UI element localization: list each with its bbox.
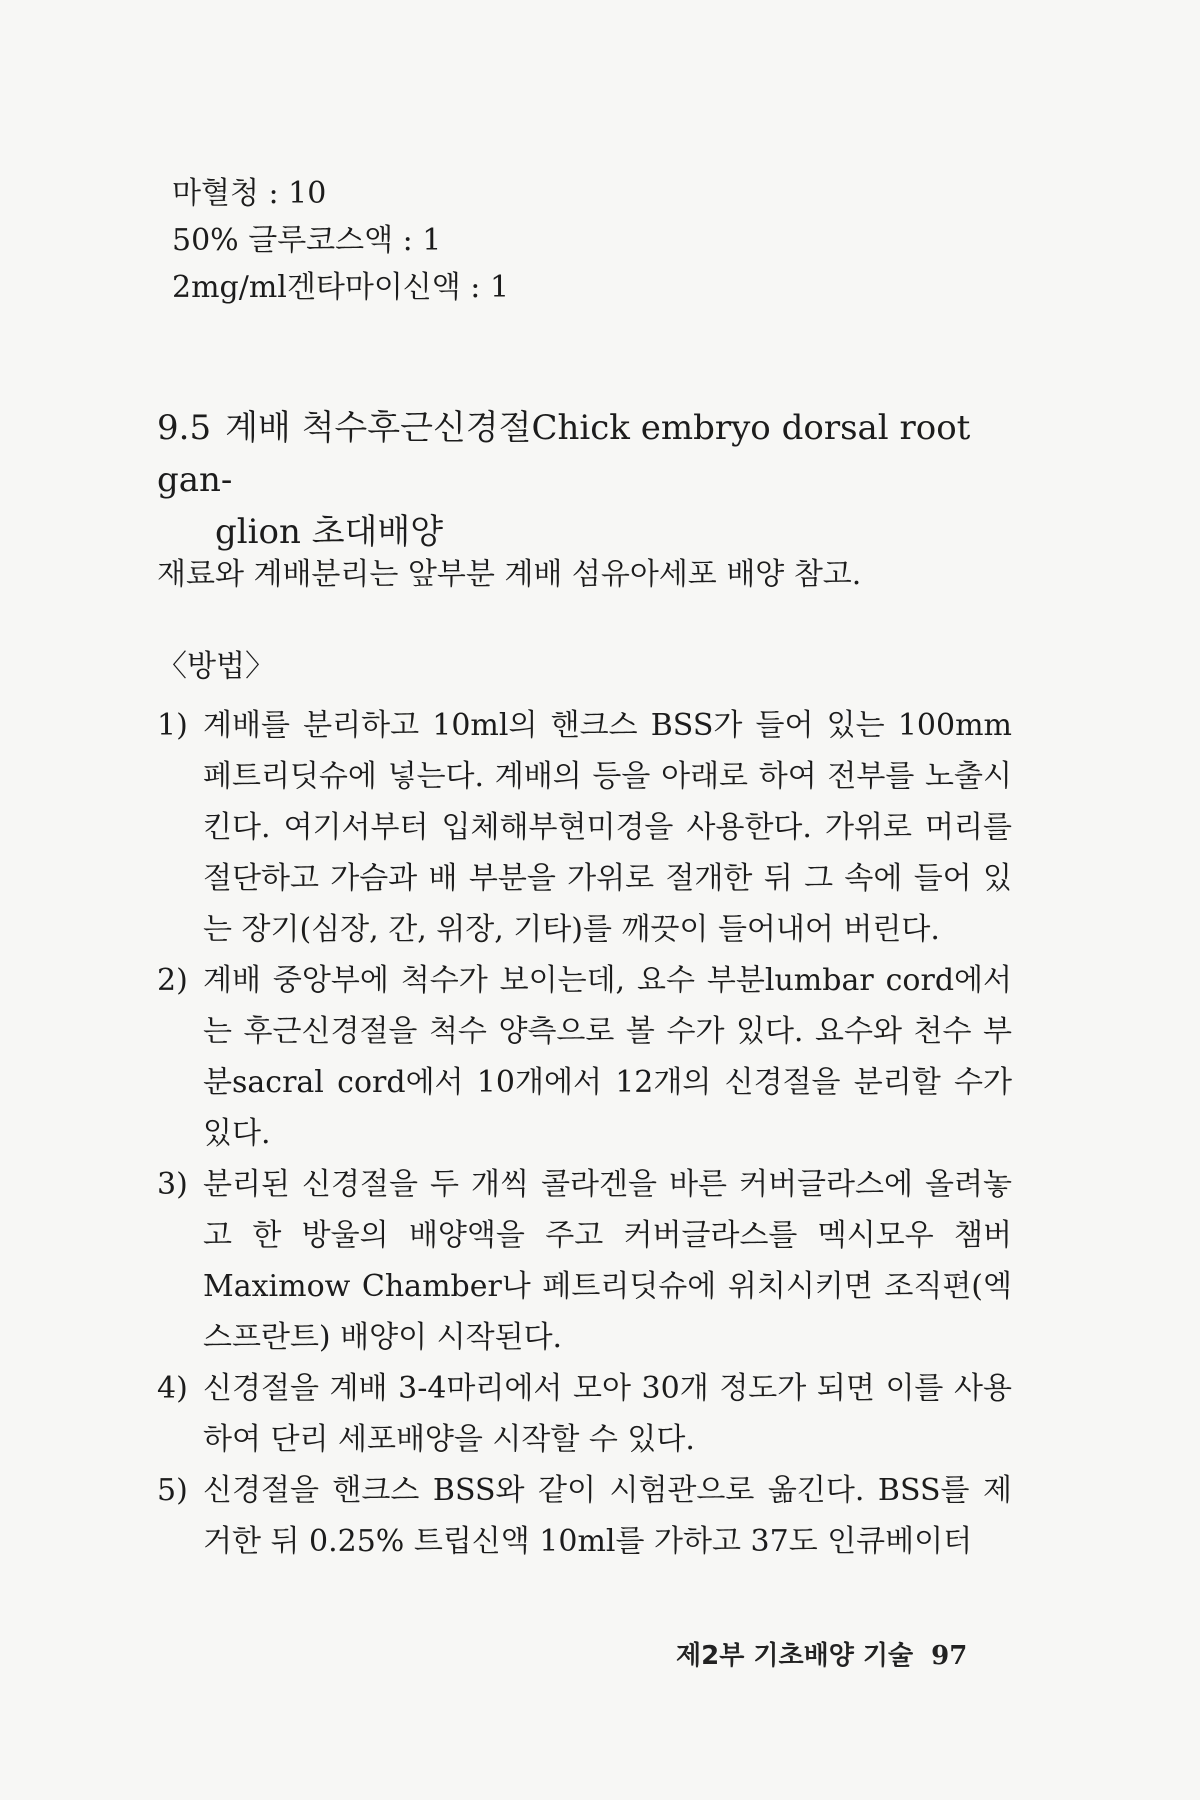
running-footer-label: 제2부 기초배양 기술 bbox=[676, 1641, 914, 1671]
step-item bbox=[157, 1159, 1012, 1363]
page-footer bbox=[676, 1638, 967, 1674]
formula-line: 마혈청 : 10 bbox=[172, 176, 327, 211]
section-number: 9.5 bbox=[157, 408, 212, 448]
step-item bbox=[157, 1465, 1012, 1567]
step-text: 계배를 분리하고 10ml의 핸크스 BSS가 들어 있는 100mm 페트리딧슈에 넣는다. 계배의 등을 아래로 하여 전부를 노출시킨다. 여기서부터 입체해부현미경을 사용한다. 가위로 머리를 절단하고 가슴과 배 부분을 가위로 절개한 뒤 그 속에 들어 있는 장기(심장, 간, 위장, 기타)를 깨끗이 들어내어 버린다. bbox=[203, 708, 1012, 947]
medium-formula bbox=[172, 170, 509, 311]
step-marker: 4) bbox=[157, 1371, 188, 1406]
intro-paragraph: 재료와 계배분리는 앞부분 계배 섬유아세포 배양 참고. bbox=[157, 557, 862, 592]
step-text: 계배 중앙부에 척수가 보이는데, 요수 부분lumbar cord에서는 후근신경절을 척수 양측으로 볼 수가 있다. 요수와 천수 부분sacral cord에서 10개에서 12개의 신경절을 분리할 수가 있다. bbox=[203, 963, 1012, 1151]
step-text: 신경절을 핸크스 BSS와 같이 시험관으로 옮긴다. BSS를 제거한 뒤 0.25% 트립신액 10ml를 가하고 37도 인큐베이터 bbox=[203, 1473, 1012, 1559]
formula-line: 50% 글루코스액 : 1 bbox=[172, 223, 442, 258]
step-marker: 1) bbox=[157, 708, 188, 743]
method-label: 〈방법〉 bbox=[157, 649, 275, 684]
step-marker: 5) bbox=[157, 1473, 188, 1508]
section-heading bbox=[157, 402, 1037, 558]
section-title-line2: glion 초대배양 bbox=[215, 512, 444, 552]
method-steps bbox=[157, 700, 1012, 1567]
formula-line: 2mg/ml겐타마이신액 : 1 bbox=[172, 270, 510, 305]
step-marker: 2) bbox=[157, 963, 188, 998]
step-marker: 3) bbox=[157, 1167, 188, 1202]
section-title-line1: 계배 척수후근신경절Chick embryo dorsal root gan- bbox=[157, 408, 971, 500]
step-item bbox=[157, 1363, 1012, 1465]
step-item bbox=[157, 700, 1012, 955]
step-item bbox=[157, 955, 1012, 1159]
step-text: 분리된 신경절을 두 개씩 콜라겐을 바른 커버글라스에 올려놓고 한 방울의 배양액을 주고 커버글라스를 멕시모우 챔버Maximow Chamber나 페트리딧슈에 위치시키면 조직편(엑스프란트) 배양이 시작된다. bbox=[203, 1167, 1012, 1355]
step-text: 신경절을 계배 3-4마리에서 모아 30개 정도가 되면 이를 사용하여 단리 세포배양을 시작할 수 있다. bbox=[203, 1371, 1012, 1457]
page-number: 97 bbox=[931, 1641, 968, 1671]
